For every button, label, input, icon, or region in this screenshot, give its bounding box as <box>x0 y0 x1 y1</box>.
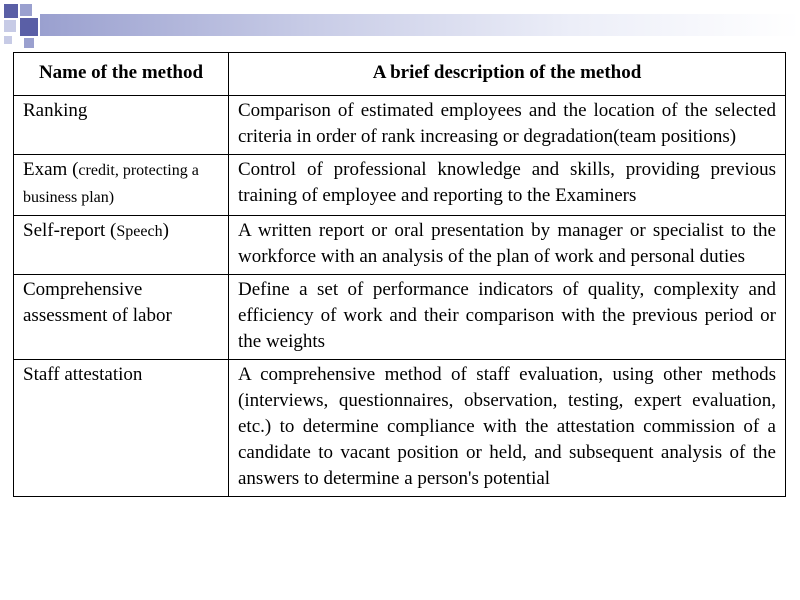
deco-square-1 <box>4 4 18 18</box>
method-description-exam: Control of professional knowledge and skills, providing previous training of employee and reporting to the Examiners <box>229 155 786 216</box>
self-report-label: Self-report ( <box>23 220 117 241</box>
method-description-comprehensive: Define a set of performance indicators of quality, complexity and efficiency of work and their comparison with the previous period or the weights <box>229 275 786 360</box>
method-description-ranking: Comparison of estimated employees and the location of the selected criteria in order of rank increasing or degradation(team positions) <box>229 96 786 155</box>
deco-square-3 <box>4 20 16 32</box>
table-row <box>14 155 786 216</box>
table-row <box>14 360 786 497</box>
table-row <box>14 216 786 275</box>
self-report-label-end: ) <box>162 220 169 241</box>
deco-square-2 <box>20 4 32 16</box>
header-method-name: Name of the method <box>14 53 229 96</box>
method-description-self-report: A written report or oral presentation by manager or specialist to the workforce with an analysis of the plan of work and personal duties <box>229 216 786 275</box>
exam-label-detail: credit, protecting a business plan) <box>23 162 199 206</box>
methods-table <box>13 52 786 497</box>
table-row <box>14 275 786 360</box>
self-report-label-detail: Speech <box>116 223 163 240</box>
table-header-row <box>14 53 786 96</box>
method-description-attestation: A comprehensive method of staff evaluation, using other methods (interviews, questionnaires, observation, testing, expert evaluation, etc.) to determine compliance with the attestation commission of a candidate to vacant position or held, and subsequent analysis of the answers to determine a person's potential <box>229 360 786 497</box>
deco-square-4 <box>20 18 38 36</box>
deco-square-5 <box>24 38 34 48</box>
method-name-comprehensive: Comprehensive assessment of labor <box>14 275 229 360</box>
method-name-attestation: Staff attestation <box>14 360 229 497</box>
method-name-self-report <box>14 216 229 275</box>
header-gradient-bar <box>40 14 800 36</box>
deco-square-6 <box>4 36 12 44</box>
method-name-exam <box>14 155 229 216</box>
method-name-ranking: Ranking <box>14 96 229 155</box>
table-row <box>14 96 786 155</box>
exam-label: Exam ( <box>23 159 79 180</box>
header-method-description: A brief description of the method <box>229 53 786 96</box>
